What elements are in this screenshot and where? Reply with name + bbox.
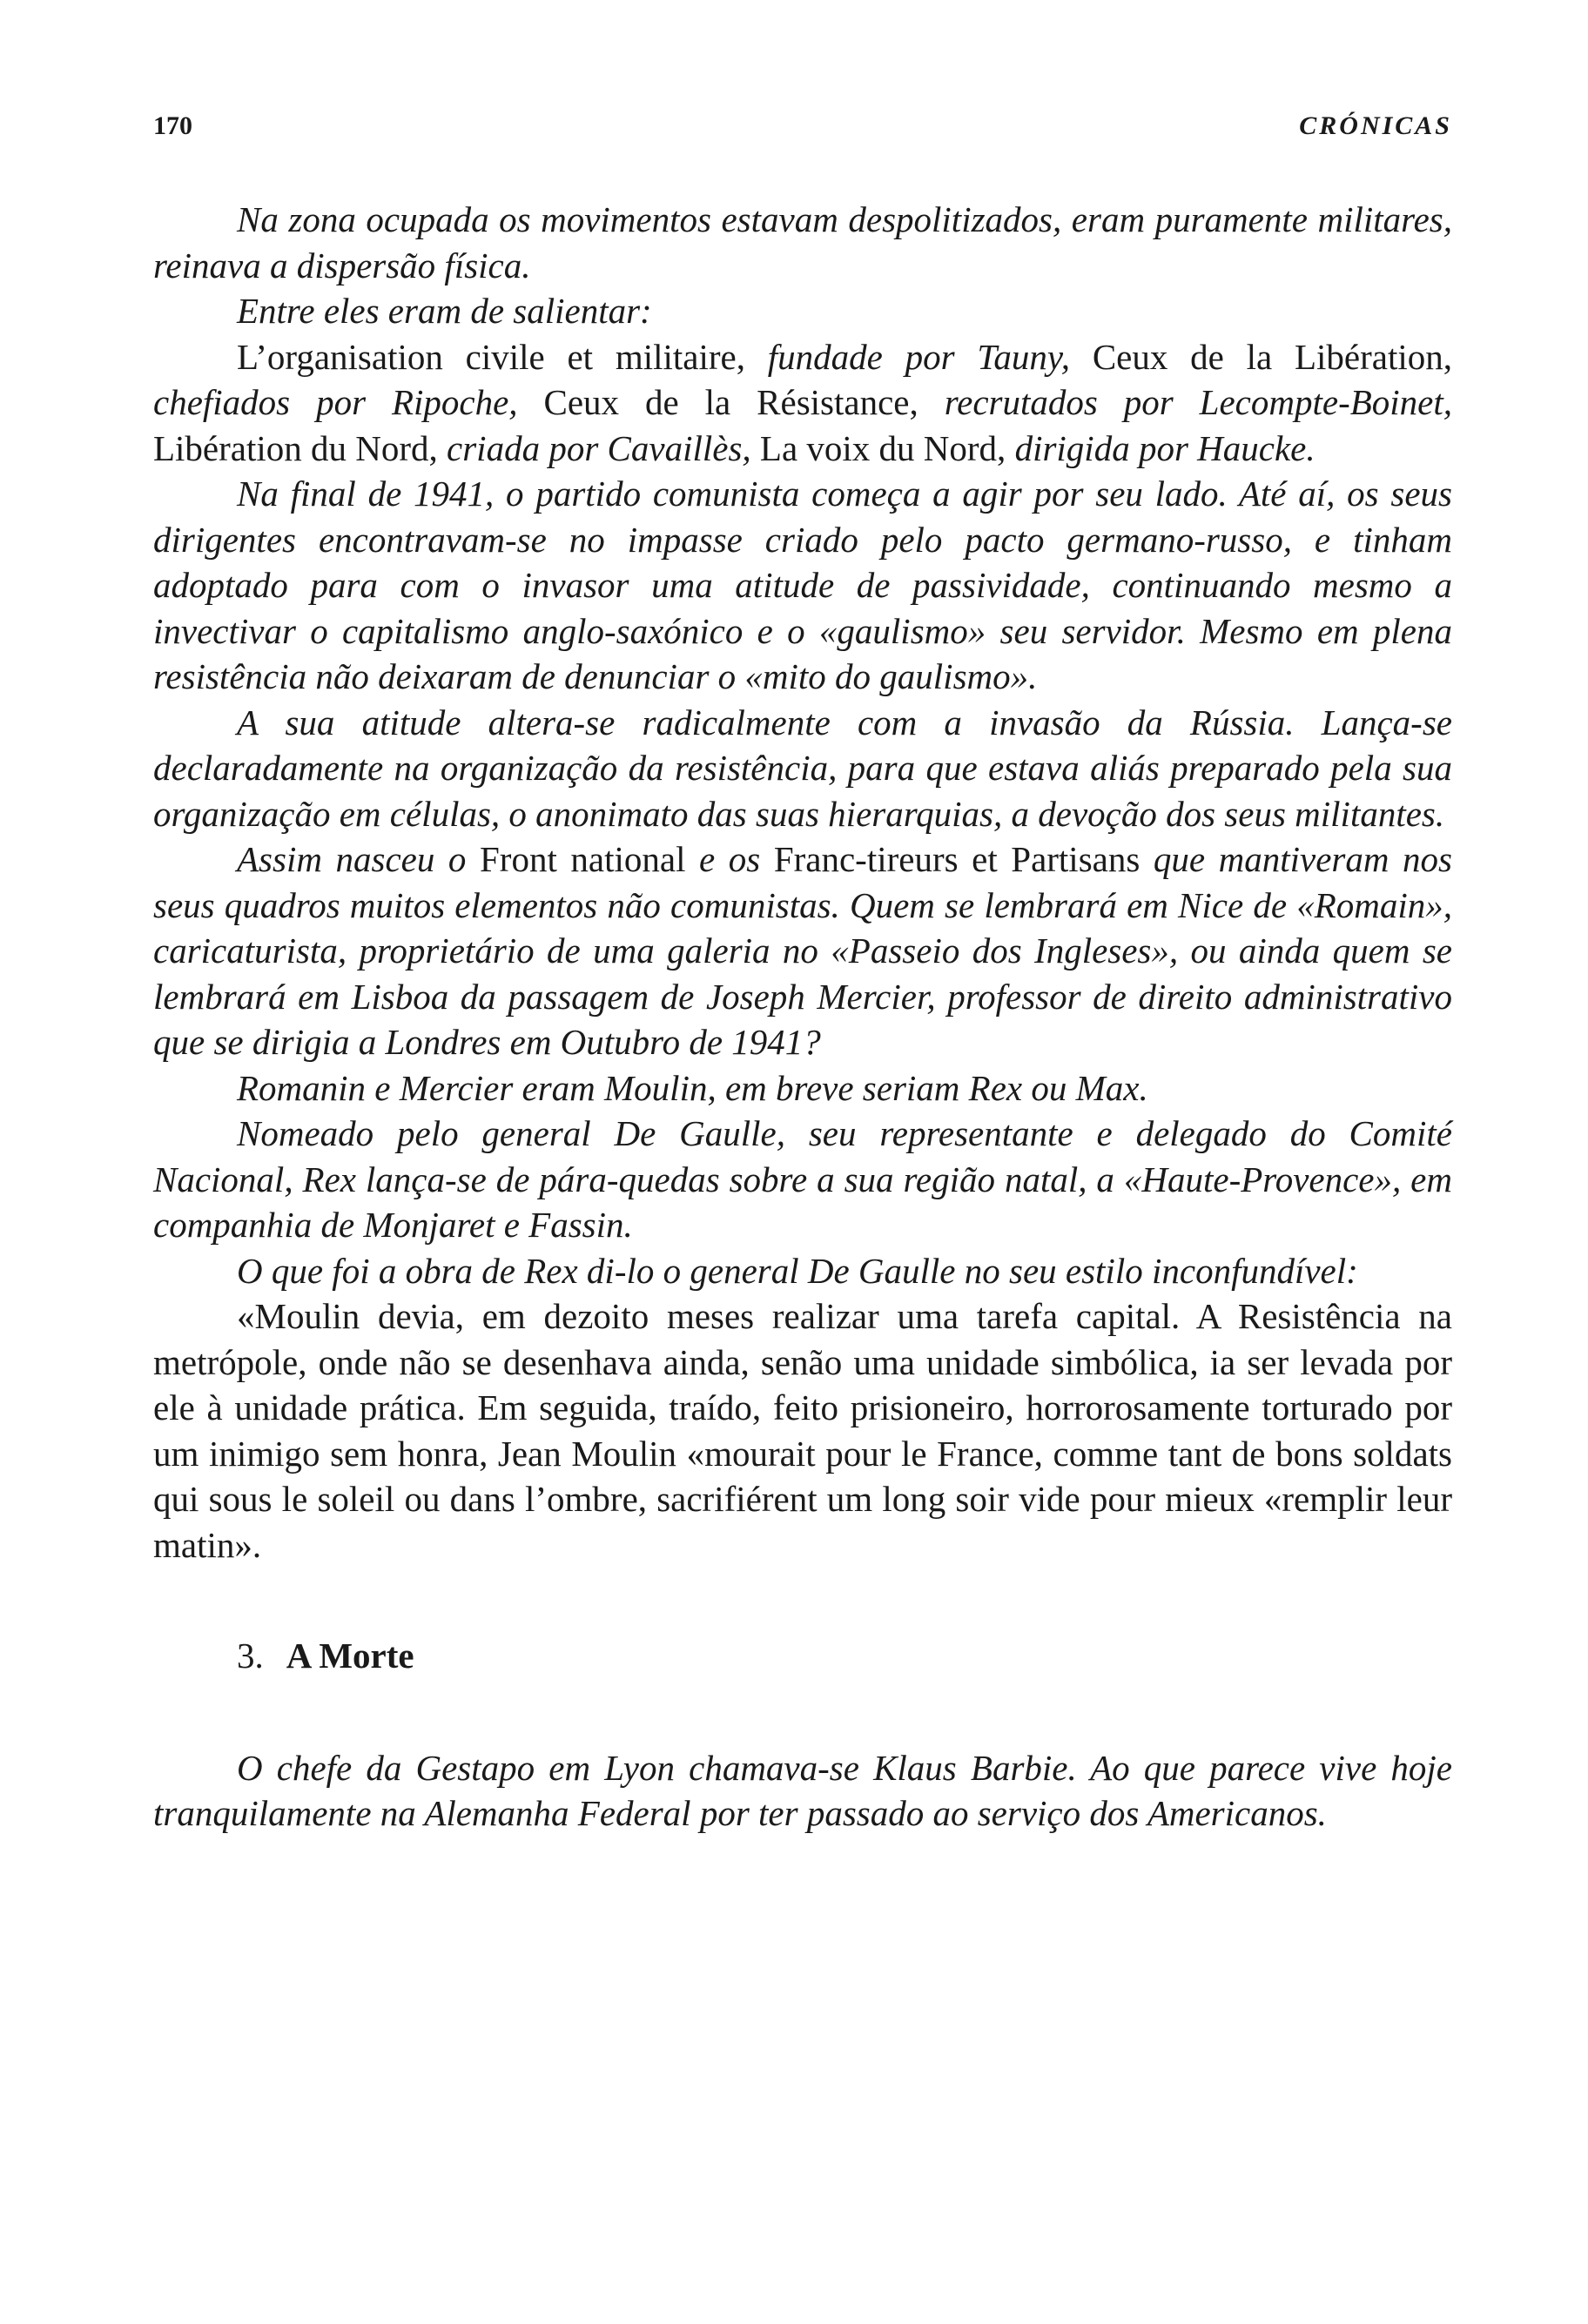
paragraph-6-part-3: que mantiveram nos seus quadros muitos elementos não comunistas. Quem se lembrará em Nice de «Romain», caricaturista, proprietário de uma galeria no «Passeio dos Ingleses», ou ainda quem se lembrará em Lisboa da passagem de Joseph Mercier, professor de direito administrativo que se dirigia a Londres em Outubro de 1941? <box>153 839 1452 1062</box>
paragraph-7: Romanin e Mercier eram Moulin, em breve seriam Rex ou Max. <box>237 1067 1148 1108</box>
paragraph-4: Na final de 1941, o partido comunista começa a agir por seu lado. Até aí, os seus dirigentes encontravam-se no impasse criado pelo pacto germano-russo, e tinham adoptado para com o invasor uma atitude de passividade, continuando mesmo a invectivar o capitalismo anglo-saxónico e o «gaulismo» seu servidor. Mesmo em plena resistência não deixaram de denunciar o «mito do gaulismo». <box>153 474 1452 696</box>
paragraph-6-part-2: e os <box>685 839 774 879</box>
paragraph-6-part-1: Assim nasceu o <box>237 839 480 879</box>
org-founder-5: dirigida por Haucke. <box>1014 427 1315 468</box>
org-name-1: L’organisation civile et militaire, <box>237 336 768 377</box>
page-header <box>153 111 1452 146</box>
org-founder-2: chefiados por Ripoche, <box>153 382 518 422</box>
org-name-2: Ceux de la Libération, <box>1070 336 1452 377</box>
paragraph-11: O chefe da Gestapo em Lyon chamava-se Klaus Barbie. Ao que parece vive hoje tranquilamente na Alemanha Federal por ter passado ao serviço dos Americanos. <box>153 1747 1452 1833</box>
paragraph-1: Na zona ocupada os movimentos estavam despolitizados, eram puramente militares, reinava a dispersão física. <box>153 199 1452 285</box>
paragraph-6 <box>153 836 1452 1065</box>
page-number: 170 <box>153 111 192 140</box>
paragraph-5: A sua atitude altera-se radicalmente com a invasão da Rússia. Lança-se declaradamente na organização da resistência, para que estava aliás preparado pela sua organização em células, o anonimato das suas hierarquias, a devoção dos seus militantes. <box>153 702 1452 834</box>
page-body <box>153 197 1452 1837</box>
org-name-4: Libération du Nord, <box>153 427 447 468</box>
org-front-national: Front national <box>479 839 686 879</box>
paragraph-3 <box>153 334 1452 472</box>
paragraph-8: Nomeado pelo general De Gaulle, seu representante e delegado do Comité Nacional, Rex lança-se de pára-quedas sobre a sua região natal, a «Haute-Provence», em companhia de Monjaret e Fassin. <box>153 1113 1452 1245</box>
running-title: CRÓNICAS <box>1299 111 1452 140</box>
org-name-5: La voix du Nord, <box>750 427 1015 468</box>
org-founder-4: criada por Cavaillès, <box>447 427 751 468</box>
quote-paragraph: «Moulin devia, em dezoito meses realizar uma tarefa capital. A Resistência na metrópole, onde não se desenhava ainda, senão uma unidade simbólica, ia ser levada por ele à unidade prática. Em seguida, traído, feito prisioneiro, horrorosamente torturado por um inimigo sem honra, Jean Moulin «mourait pour le France, comme tant de bons soldats qui sous le soleil ou dans l’ombre, sacrifiérent um long soir vide pour mieux «remplir leur matin». <box>153 1296 1452 1565</box>
section-number: 3. <box>237 1636 264 1676</box>
paragraph-9: O que foi a obra de Rex di-lo o general De Gaulle no seu estilo inconfundível: <box>237 1250 1358 1291</box>
org-franc-tireurs: Franc-tireurs et Partisans <box>773 839 1141 879</box>
section-title: A Morte <box>286 1636 414 1676</box>
org-founder-1: fundade por Tauny, <box>767 336 1071 377</box>
org-founder-3: recrutados por Lecompte-Boinet, <box>944 382 1452 422</box>
org-name-3: Ceux de la Résistance, <box>517 382 945 422</box>
section-heading <box>153 1633 1452 1679</box>
paragraph-2: Entre eles eram de salientar: <box>237 291 652 331</box>
